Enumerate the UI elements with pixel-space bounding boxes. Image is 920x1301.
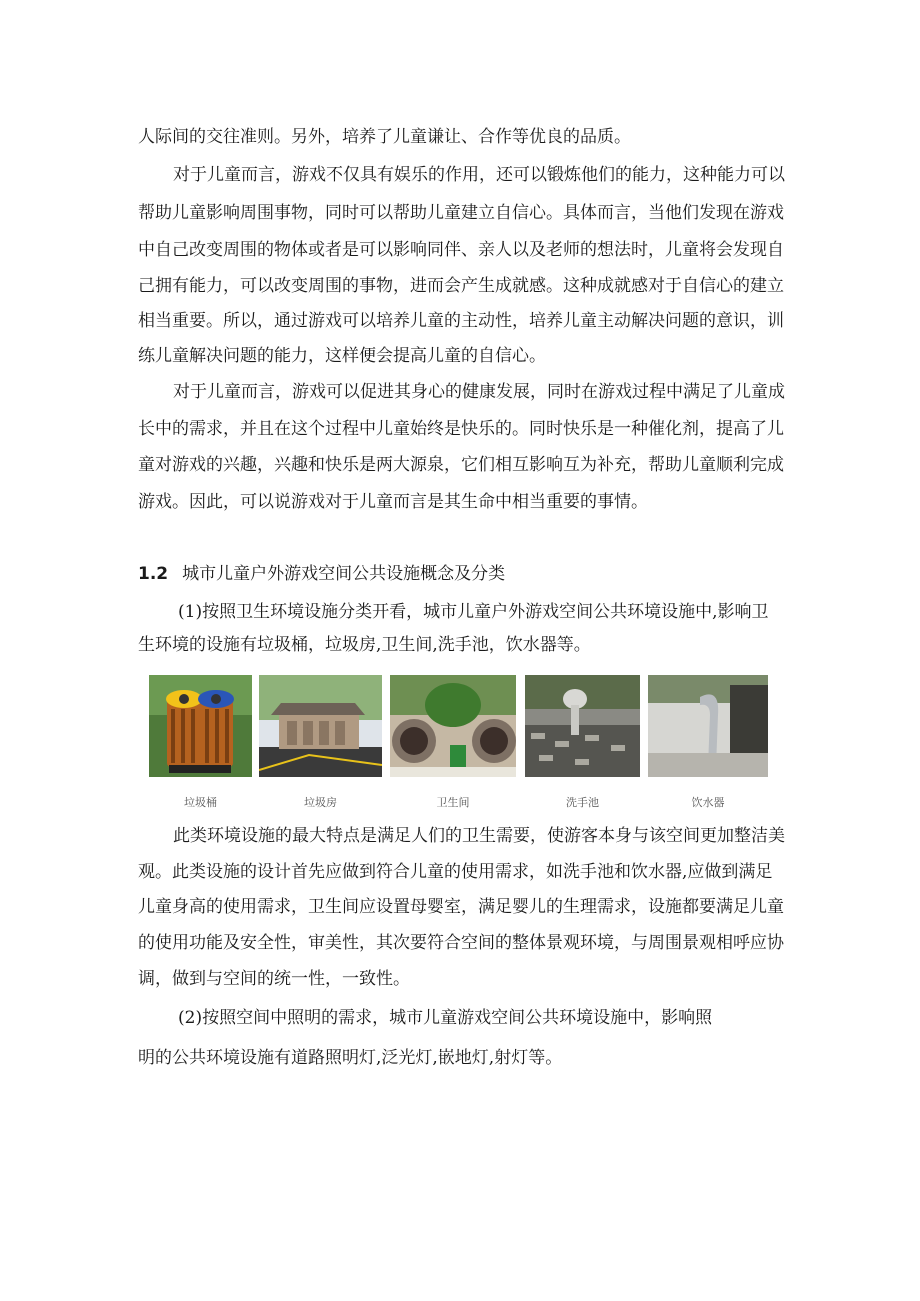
paragraph-lighting-line-2: 明的公共环境设施有道路照明灯,泛光灯,嵌地灯,射灯等。: [138, 1048, 563, 1068]
section-number: 1.2: [138, 564, 169, 584]
caption-trash-bin: 垃圾桶: [184, 796, 217, 809]
paragraph-hygiene-line-2: 生环境的设施有垃圾桶，垃圾房,卫生间,洗手池，饮水器等。: [138, 635, 591, 655]
paragraph-hygiene-line-1: (1)按照卫生环境设施分类开看，城市儿童户外游戏空间公共环境设施中,影响卫: [178, 602, 769, 622]
paragraph-health-line-3: 童对游戏的兴趣，兴趣和快乐是两大源泉，它们相互影响互为补充，帮助儿童顺利完成: [138, 455, 784, 475]
paragraph-confidence-line-1: 对于儿童而言，游戏不仅具有娱乐的作用，还可以锻炼他们的能力，这种能力可以: [173, 165, 785, 185]
restroom-photo: [390, 675, 516, 777]
paragraph-confidence-line-5: 相当重要。所以，通过游戏可以培养儿童的主动性，培养儿童主动解决问题的意识，训: [138, 311, 784, 331]
drinking-fountain-photo: [648, 675, 768, 777]
caption-drinking-fountain: 饮水器: [691, 796, 725, 809]
paragraph-confidence-line-4: 己拥有能力，可以改变周围的事物，进而会产生成就感。这种成就感对于自信心的建立: [138, 276, 784, 296]
paragraph-features-line-2: 观。此类设施的设计首先应做到符合儿童的使用需求，如洗手池和饮水器,应做到满足: [138, 862, 773, 882]
paragraph-lighting-line-1: (2)按照空间中照明的需求，城市儿童游戏空间公共环境设施中，影响照: [178, 1008, 713, 1028]
paragraph-intro-line-1: 人际间的交往准则。另外，培养了儿童谦让、合作等优良的品质。: [138, 127, 631, 147]
paragraph-features-line-1: 此类环境设施的最大特点是满足人们的卫生需要，使游客本身与该空间更加整洁美: [173, 826, 785, 846]
paragraph-health-line-4: 游戏。因此，可以说游戏对于儿童而言是其生命中相当重要的事情。: [138, 492, 648, 512]
paragraph-confidence-line-6: 练儿童解决问题的能力，这样便会提高儿童的自信心。: [138, 346, 546, 366]
section-heading: [138, 563, 505, 585]
caption-hand-wash-sink: 洗手池: [566, 796, 599, 809]
paragraph-features-line-4: 的使用功能及安全性，审美性，其次要符合空间的整体景观环境，与周围景观相呼应协: [138, 933, 784, 953]
paragraph-health-line-2: 长中的需求，并且在这个过程中儿童始终是快乐的。同时快乐是一种催化剂，提高了儿: [138, 419, 784, 439]
garbage-house-photo: [259, 675, 382, 777]
paragraph-confidence-line-2: 帮助儿童影响周围事物，同时可以帮助儿童建立自信心。具体而言，当他们发现在游戏: [138, 203, 784, 223]
caption-garbage-house: 垃圾房: [304, 796, 337, 809]
section-title: 城市儿童户外游戏空间公共设施概念及分类: [182, 564, 506, 584]
paragraph-features-line-3: 儿童身高的使用需求，卫生间应设置母婴室，满足婴儿的生理需求，设施都要满足儿童: [138, 897, 784, 917]
caption-restroom: 卫生间: [436, 796, 470, 809]
hand-wash-sink-photo: [525, 675, 640, 777]
paragraph-health-line-1: 对于儿童而言，游戏可以促进其身心的健康发展，同时在游戏过程中满足了儿童成: [173, 382, 785, 402]
paragraph-confidence-line-3: 中自己改变周围的物体或者是可以影响同伴、亲人以及老师的想法时，儿童将会发现自: [138, 240, 784, 260]
paragraph-features-line-5: 调，做到与空间的统一性，一致性。: [138, 969, 410, 989]
trash-bin-photo: [149, 675, 252, 777]
